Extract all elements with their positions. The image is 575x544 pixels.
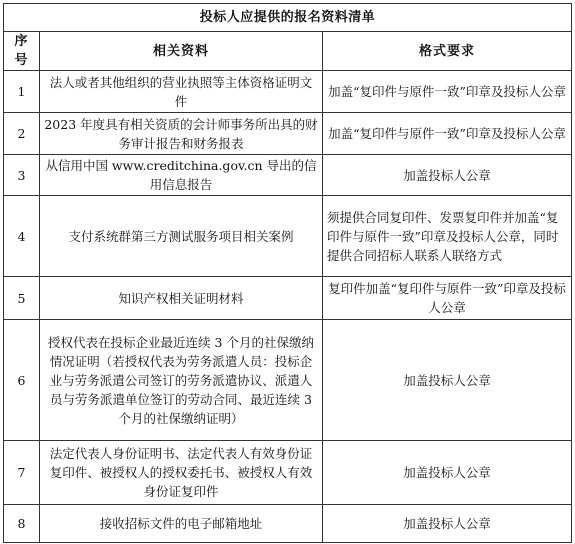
- row-no: 7: [4, 441, 40, 505]
- row-requirement: 加盖投标人公章: [323, 320, 572, 441]
- header-item: 相关资料: [40, 32, 323, 71]
- row-no: 1: [4, 71, 40, 113]
- row-item: 法定代表人身份证明书、法定代表人有效身份证复印件、被授权人的授权委托书、被授权人有效身份证复印件: [40, 441, 323, 505]
- row-no: 6: [4, 320, 40, 441]
- row-item: 知识产权相关证明材料: [40, 277, 323, 320]
- row-item: 授权代表在投标企业最近连续 3 个月的社保缴纳情况证明（若授权代表为劳务派遣人员：投标企业与劳务派遣公司签订的劳务派遣协议、派遣人员与劳务派遣单位签订的劳动合同、最近连续 3 个月的社保缴纳证明）: [40, 320, 323, 441]
- row-item: 支付系统群第三方测试服务项目相关案例: [40, 196, 323, 277]
- row-requirement: 复印件加盖“复印件与原件一致”印章及投标人公章: [323, 277, 572, 320]
- table-row: [4, 277, 572, 320]
- table-row: [4, 113, 572, 155]
- row-no: 3: [4, 155, 40, 196]
- row-requirement: 加盖投标人公章: [323, 155, 572, 196]
- row-no: 2: [4, 113, 40, 155]
- row-item: 从信用中国 www.creditchina.gov.cn 导出的信用信息报告: [40, 155, 323, 196]
- row-requirement: 加盖“复印件与原件一致”印章及投标人公章: [323, 113, 572, 155]
- table-row: [4, 155, 572, 196]
- row-requirement: 加盖投标人公章: [323, 505, 572, 543]
- row-item: 接收招标文件的电子邮箱地址: [40, 505, 323, 543]
- table-row: [4, 505, 572, 543]
- row-requirement: 须提供合同复印件、发票复印件并加盖“复印件与原件一致”印章及投标人公章，同时提供合同招标人联系人联络方式: [323, 196, 572, 277]
- header-requirement: 格式要求: [323, 32, 572, 71]
- table-title: 投标人应提供的报名资料清单: [4, 4, 572, 32]
- table-row: [4, 441, 572, 505]
- row-requirement: 加盖“复印件与原件一致”印章及投标人公章: [323, 71, 572, 113]
- header-no: 序号: [4, 32, 40, 71]
- table-row: [4, 196, 572, 277]
- row-item: 法人或者其他组织的营业执照等主体资格证明文件: [40, 71, 323, 113]
- row-no: 8: [4, 505, 40, 543]
- row-item: 2023 年度具有相关资质的会计师事务所出具的财务审计报告和财务报表: [40, 113, 323, 155]
- table-row: [4, 320, 572, 441]
- row-requirement: 加盖投标人公章: [323, 441, 572, 505]
- registration-materials-table: [3, 3, 572, 543]
- table-title-row: [4, 4, 572, 32]
- row-no: 5: [4, 277, 40, 320]
- table-row: [4, 71, 572, 113]
- table-header-row: [4, 32, 572, 71]
- row-no: 4: [4, 196, 40, 277]
